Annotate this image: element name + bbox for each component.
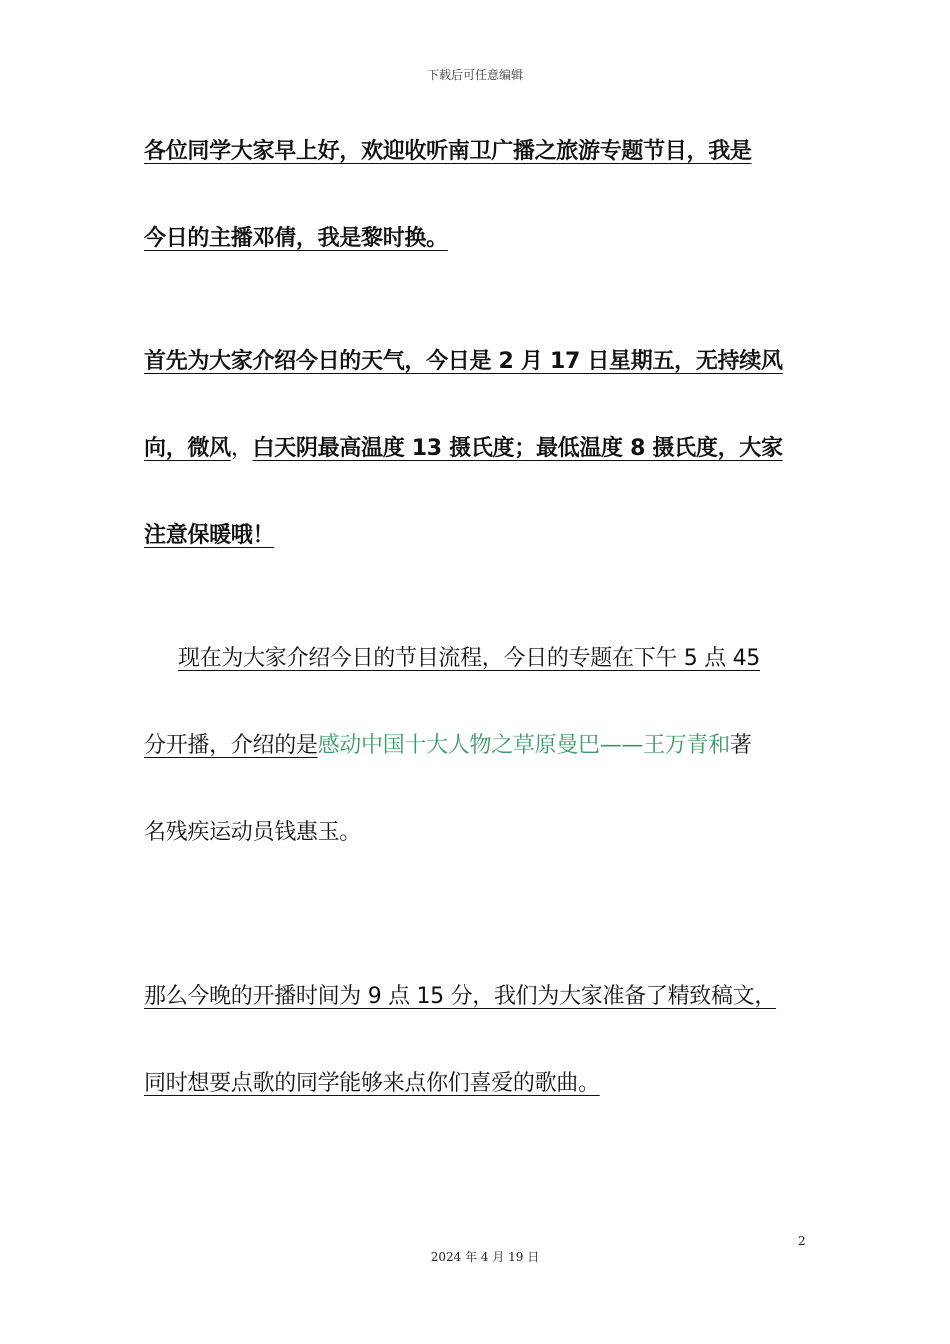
- greeting-line-1: 各位同学大家早上好，欢迎收听南卫广播之旅游专题节目，我是: [144, 139, 752, 164]
- weather-line-2: [144, 434, 783, 464]
- program-continuation-text: 著: [729, 733, 752, 758]
- broadcast-line-2: 同时想要点歌的同学能够来点你们喜爱的歌曲。: [144, 1071, 600, 1096]
- program-highlight-text: 感动中国十大人物之草原曼巴——王万青和: [317, 733, 730, 758]
- weather-temperature-text: 白天阴最高温度 13 摄氏度；最低温度 8 摄氏度，大家: [252, 436, 783, 461]
- page-header: 下载后可任意编辑: [426, 68, 523, 82]
- program-intro-text: 分开播，介绍的是: [144, 733, 318, 758]
- greeting-line-2: 今日的主播邓倩，我是黎时换。: [144, 226, 448, 251]
- weather-line-3: 注意保暖哦！: [144, 523, 275, 548]
- footer-date: 2024 年 4 月 19 日: [430, 1250, 540, 1264]
- program-line-1: 现在为大家介绍今日的节目流程，今日的专题在下午 5 点 45: [178, 646, 760, 671]
- broadcast-line-1: 那么今晚的开播时间为 9 点 15 分，我们为大家准备了精致稿文，: [144, 984, 777, 1009]
- weather-line-1: 首先为大家介绍今日的天气，今日是 2 月 17 日星期五，无持续风: [144, 349, 783, 374]
- weather-comma: ，: [230, 436, 253, 461]
- weather-wind-text: 向，微风: [144, 436, 231, 461]
- page-number: 2: [798, 1234, 806, 1248]
- program-line-3: 名残疾运动员钱惠玉。: [144, 820, 362, 845]
- program-line-2: [144, 731, 752, 761]
